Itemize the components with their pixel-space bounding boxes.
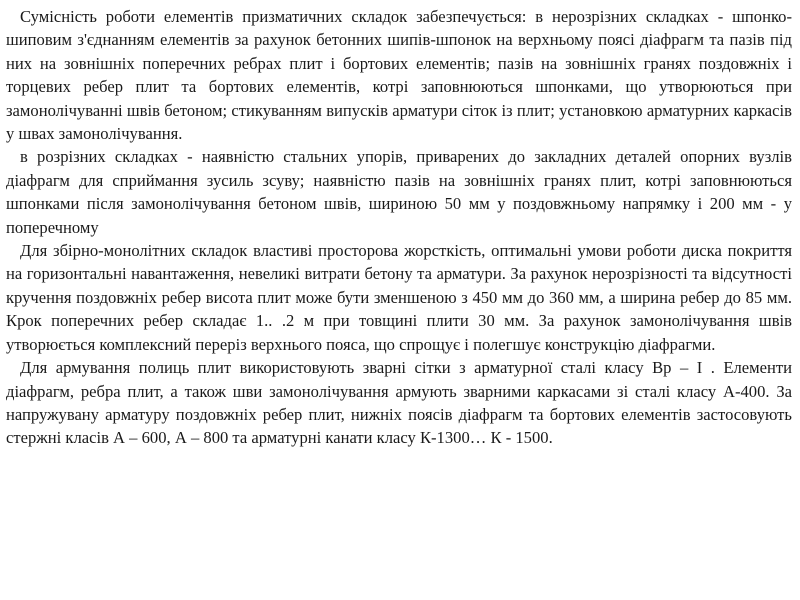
document-body [6, 5, 792, 450]
paragraph-2: в розрізних складках - наявністю стальних упорів, приварених до закладних деталей опорних вузлів діафрагм для сприймання зусиль зсуву; наявністю пазів на зовнішніх гранях плит, котрі заповнюються шпонками після замонолічування бетоном швів, шириною 50 мм у поздовжньому напрямку і 200 мм - у поперечному [6, 147, 792, 237]
paragraph-4: Для армування полиць плит використовують зварні сітки з арматурної сталі класу Вр – І . Елементи діафрагм, ребра плит, а також шви замонолічування армують зварними каркасами зі сталі класу А-400. За напружувану арматуру поздовжніх ребер плит, нижніх поясів діафрагм та бортових елементів застосовують стержні класів А – 600, А – 800 та арматурні канати класу К-1300… К - 1500. [6, 358, 792, 448]
paragraph-1: Сумісність роботи елементів призматичних складок забезпечується: в нерозрізних складках - шпонко-шиповим з'єднанням елементів за рахунок бетонних шипів-шпонок на верхньому поясі діафрагм та пазів під них на зовнішніх поперечних ребрах плит і бортових елементів; пазів на зовнішніх гранях поздовжніх і торцевих ребер плит та бортових елементів, котрі заповнюються шпонками, що утворюються при замонолічуванні швів бетоном; стикуванням випусків арматури сіток із плит; установкою арматурних каркасів у швах замонолічування. [6, 7, 792, 144]
paragraph-3: Для збірно-монолітних складок властиві просторова жорсткість, оптимальні умови роботи диска покриття на горизонтальні навантаження, невеликі витрати бетону та арматури. За рахунок нерозрізності та відсутності кручення поздовжніх ребер висота плит може бути зменшеною з 450 мм до 360 мм, а ширина ребер до 85 мм. Крок поперечних ребер складає 1.. .2 м при товщині плити 30 мм. За рахунок замонолічування швів утворюється комплексний переріз верхнього пояса, що спрощує і полегшує конструкцію діафрагми. [6, 241, 792, 354]
